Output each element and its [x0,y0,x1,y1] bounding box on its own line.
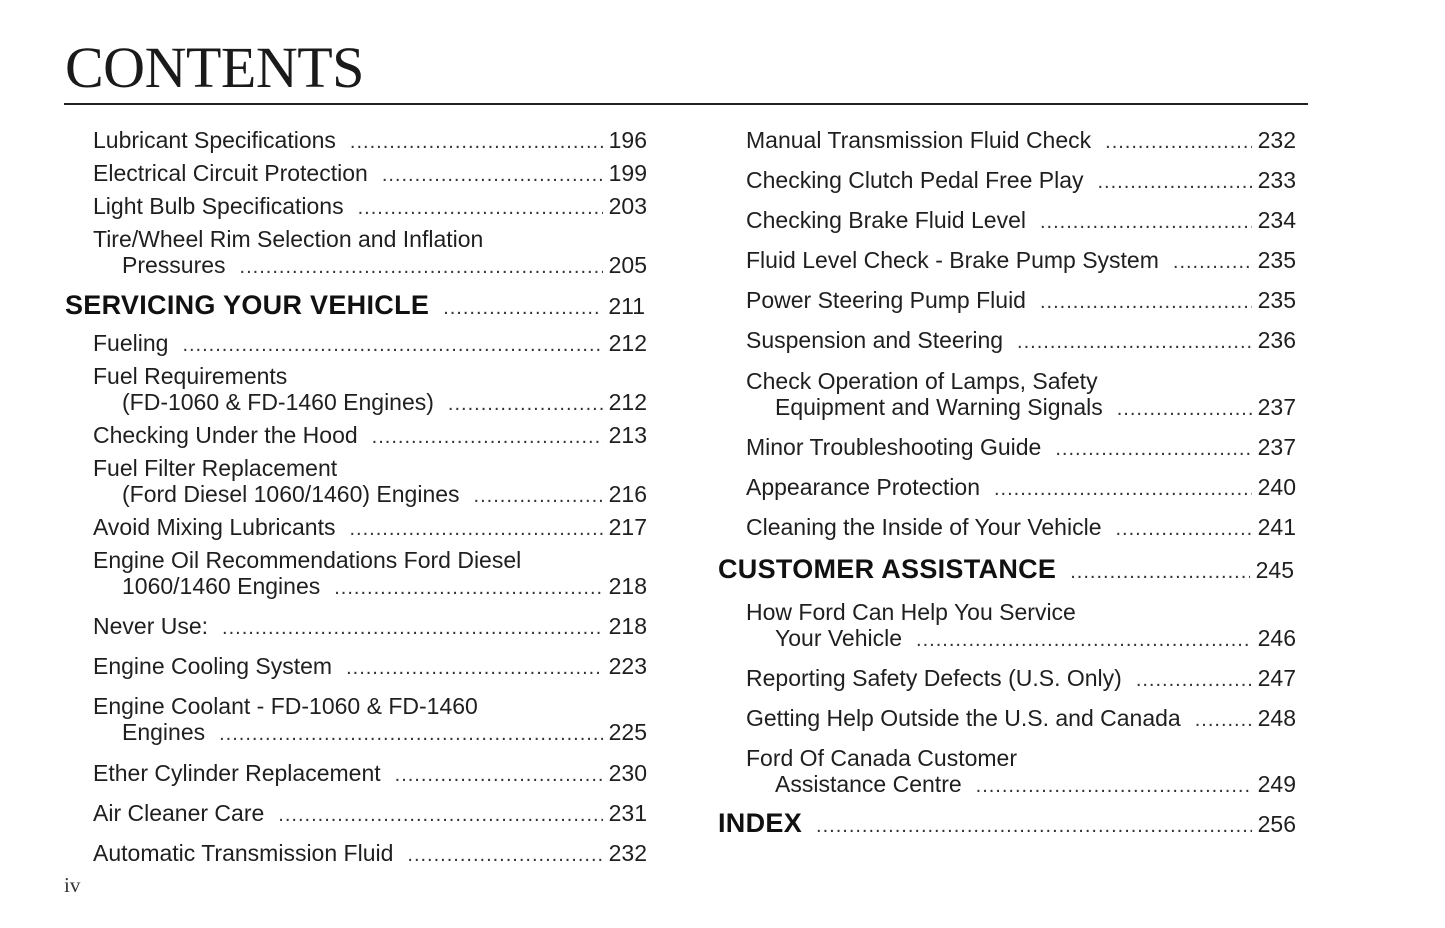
toc-entry-how-ford-help-line1[interactable]: How Ford Can Help You Service [746,599,1076,625]
page-ref: 203 [608,193,647,219]
toc-entry-lubricant-specifications[interactable]: Lubricant Specifications ..... 196 [93,127,647,156]
toc-entry-cleaning-inside-vehicle[interactable]: Cleaning the Inside of Your Vehicle ..... 241 [746,514,1296,543]
toc-entry-checking-clutch-pedal[interactable]: Checking Clutch Pedal Free Play ..... 233 [746,167,1296,196]
toc-entry-minor-troubleshooting-guide[interactable]: Minor Troubleshooting Guide ..... 237 [746,434,1296,463]
toc-entry-automatic-transmission-fluid[interactable]: Automatic Transmission Fluid ..... 232 [93,840,647,869]
page-ref: 246 [1257,625,1296,651]
page-ref: 199 [608,160,647,186]
title-divider [64,103,1308,105]
page-ref: 211 [608,293,645,319]
toc-entry-fuel-requirements[interactable]: (FD-1060 & FD-1460 Engines) ..... 212 [122,389,647,418]
page-ref: 217 [608,514,647,540]
page-ref: 245 [1255,557,1294,583]
toc-entry-fueling[interactable]: Fueling ..... 212 [93,330,647,359]
toc-entry-ether-cylinder-replacement[interactable]: Ether Cylinder Replacement ..... 230 [93,760,647,789]
toc-entry-engine-coolant[interactable]: Engines ..... 225 [122,719,647,748]
toc-entry-fuel-requirements-line1[interactable]: Fuel Requirements [93,363,288,389]
toc-section-servicing-your-vehicle[interactable]: SERVICING YOUR VEHICLE ..... 211 [65,292,645,322]
toc-entry-appearance-protection[interactable]: Appearance Protection ..... 240 [746,474,1296,503]
toc-entry-help-outside-us-canada[interactable]: Getting Help Outside the U.S. and Canada ..... 248 [746,705,1296,734]
toc-entry-how-ford-can-help[interactable]: Your Vehicle ..... 246 [775,625,1296,654]
page-ref: 218 [608,573,647,599]
toc-section-index[interactable]: INDEX ..... 256 [718,810,1296,840]
toc-entry-engine-cooling-system[interactable]: Engine Cooling System ..... 223 [93,653,647,682]
page-ref: 212 [608,389,647,415]
toc-entry-never-use[interactable]: Never Use: ..... 218 [93,613,647,642]
page-ref: 232 [1257,127,1296,153]
page-ref: 237 [1257,434,1296,460]
toc-entry-check-operation-of-lamps[interactable]: Equipment and Warning Signals ..... 237 [775,394,1296,423]
page-ref: 240 [1257,474,1296,500]
page-ref: 249 [1257,771,1296,797]
toc-entry-light-bulb-specifications[interactable]: Light Bulb Specifications ..... 203 [93,193,647,222]
toc-entry-checking-under-the-hood[interactable]: Checking Under the Hood ..... 213 [93,422,647,451]
toc-entry-engine-oil-recommendations[interactable]: 1060/1460 Engines ..... 218 [122,573,647,602]
toc-entry-engine-oil-line1[interactable]: Engine Oil Recommendations Ford Diesel [93,547,522,573]
toc-section-customer-assistance[interactable]: CUSTOMER ASSISTANCE ..... 245 [718,556,1294,586]
page-ref: 234 [1257,207,1296,233]
page-ref: 233 [1257,167,1296,193]
toc-entry-reporting-safety-defects[interactable]: Reporting Safety Defects (U.S. Only) ..... 247 [746,665,1296,694]
toc-entry-power-steering-pump-fluid[interactable]: Power Steering Pump Fluid ..... 235 [746,287,1296,316]
page-ref: 216 [608,481,647,507]
page-ref: 225 [608,719,647,745]
toc-entry-engine-coolant-line1[interactable]: Engine Coolant - FD-1060 & FD-1460 [93,693,478,719]
page-ref: 205 [608,252,647,278]
toc-entry-brake-pump-system[interactable]: Fluid Level Check - Brake Pump System ..... 235 [746,247,1296,276]
toc-entry-avoid-mixing-lubricants[interactable]: Avoid Mixing Lubricants ..... 217 [93,514,647,543]
page-ref: 218 [608,613,647,639]
page-ref: 237 [1257,394,1296,420]
toc-entry-air-cleaner-care[interactable]: Air Cleaner Care ..... 231 [93,800,647,829]
toc-entry-ford-of-canada-customer[interactable]: Assistance Centre ..... 249 [775,771,1296,800]
page-ref: 247 [1257,665,1296,691]
toc-entry-ford-canada-line1[interactable]: Ford Of Canada Customer [746,745,1018,771]
page-title: CONTENTS [65,35,364,100]
toc-entry-suspension-and-steering[interactable]: Suspension and Steering ..... 236 [746,327,1296,356]
page-ref: 196 [608,127,647,153]
page-ref: 256 [1257,811,1296,837]
page-ref: 230 [608,760,647,786]
page-ref: 212 [608,330,647,356]
page-ref: 231 [608,800,647,826]
toc-entry-manual-transmission-fluid-check[interactable]: Manual Transmission Fluid Check ..... 232 [746,127,1296,156]
toc-entry-checking-brake-fluid-level[interactable]: Checking Brake Fluid Level ..... 234 [746,207,1296,236]
page-number: iv [64,873,81,897]
toc-entry-electrical-circuit-protection[interactable]: Electrical Circuit Protection ..... 199 [93,160,647,189]
toc-entry-fuel-filter-line1[interactable]: Fuel Filter Replacement [93,455,338,481]
toc-entry-tire-wheel[interactable]: Pressures ..... 205 [122,252,647,281]
page-ref: 213 [608,422,647,448]
page-ref: 223 [608,653,647,679]
page-ref: 241 [1257,514,1296,540]
page-ref: 235 [1257,287,1296,313]
page-ref: 248 [1257,705,1296,731]
page-ref: 232 [608,840,647,866]
page-ref: 235 [1257,247,1296,273]
page-ref: 236 [1257,327,1296,353]
toc-entry-fuel-filter-replacement[interactable]: (Ford Diesel 1060/1460) Engines ..... 216 [122,481,647,510]
toc-entry-lamps-line1[interactable]: Check Operation of Lamps, Safety [746,368,1098,394]
toc-entry-tire-wheel-line1[interactable]: Tire/Wheel Rim Selection and Inflation [93,226,484,252]
